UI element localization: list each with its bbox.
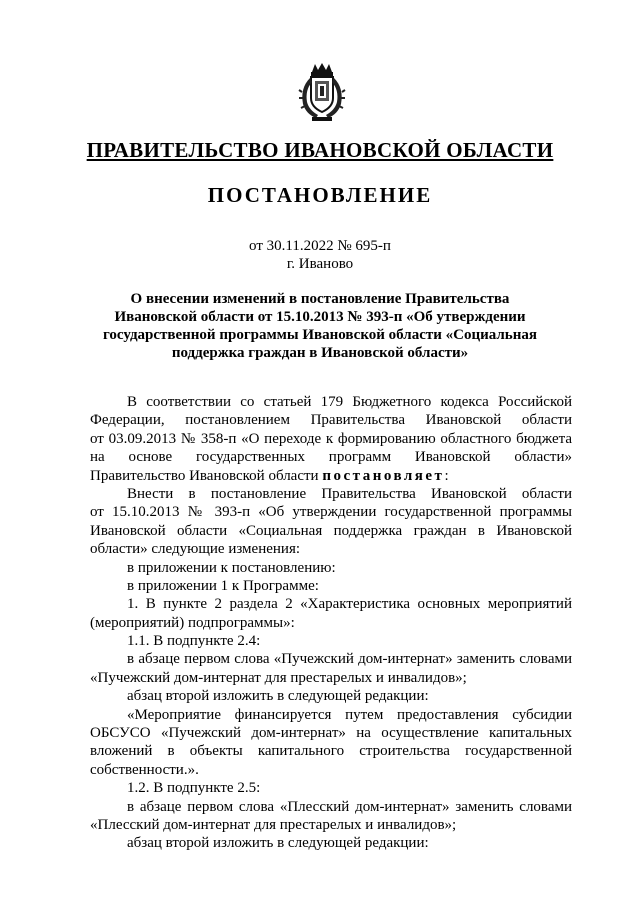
body-line: от 15.10.2013 № 393-п «Об утверждении государственной программы xyxy=(90,504,572,521)
body-line: 1. В пункте 2 раздела 2 «Характеристика основных мероприятий xyxy=(127,596,572,613)
body-line: «Пучежский дом-интернат для престарелых и инвалидов»; xyxy=(90,669,467,686)
body-line: «Мероприятие финансируется путем предоставления субсидии xyxy=(127,706,572,723)
body-line: абзац второй изложить в следующей редакции: xyxy=(127,835,429,852)
organization-title: ПРАВИТЕЛЬСТВО ИВАНОВСКОЙ ОБЛАСТИ xyxy=(86,138,554,162)
body-line: в абзаце первом слова «Пучежский дом-интернат» заменить словами xyxy=(127,651,572,668)
resolution-keyword: постановляет xyxy=(322,467,445,484)
body-line: ОБСУСО «Пучежский дом-интернат» на осуществление капитальных xyxy=(90,725,572,742)
body-line: 1.1. В подпункте 2.4: xyxy=(127,633,261,650)
document-date-number: от 30.11.2022 № 695-п xyxy=(249,238,391,254)
coat-of-arms-icon xyxy=(298,62,346,122)
subject-line: поддержка граждан в Ивановской области» xyxy=(171,345,469,361)
body-line: абзац второй изложить в следующей редакции: xyxy=(127,688,429,705)
subject-line: государственной программы Ивановской области «Социальная xyxy=(102,327,537,343)
body-line: Ивановской области «Социальная поддержка граждан в Ивановской xyxy=(90,522,572,539)
document-subject xyxy=(90,290,550,362)
body-line: в абзаце первом слова «Плесский дом-интернат» заменить словами xyxy=(127,798,572,815)
body-line: В соответствии со статьей 179 Бюджетного кодекса Российской xyxy=(127,394,572,410)
body-line: области» следующие изменения: xyxy=(90,541,301,558)
body-line: Федерации, постановлением Правительства Ивановской области xyxy=(90,412,572,429)
body-line: на основе государственных программ Ивановской области» xyxy=(90,449,572,466)
body-line: собственности.». xyxy=(90,761,199,778)
resolution-suffix: : xyxy=(444,467,449,484)
subject-line: Ивановской области от 15.10.2013 № 393-п «Об утверждении xyxy=(114,309,526,325)
document-city: г. Иваново xyxy=(286,256,354,272)
body-line: вложений в объекты капитального строительства государственной xyxy=(90,743,572,760)
body-line: в приложении 1 к Программе: xyxy=(127,577,319,594)
document-type: ПОСТАНОВЛЕНИЕ xyxy=(207,183,433,207)
subject-line: О внесении изменений в постановление Правительства xyxy=(130,291,510,307)
body-line: (мероприятий) подпрограммы»: xyxy=(90,614,295,631)
body-line: Внести в постановление Правительства Ивановской области xyxy=(127,485,572,502)
body-line: 1.2. В подпункте 2.5: xyxy=(127,780,261,797)
document-body xyxy=(90,393,572,853)
body-line: от 03.09.2013 № 358-п «О переходе к формированию областного бюджета xyxy=(90,430,572,447)
resolution-prefix: Правительство Ивановской области xyxy=(90,467,319,484)
body-line-resolution xyxy=(90,467,572,485)
body-line: в приложении к постановлению: xyxy=(127,559,336,576)
body-line: «Плесский дом-интернат для престарелых и инвалидов»; xyxy=(90,816,457,833)
